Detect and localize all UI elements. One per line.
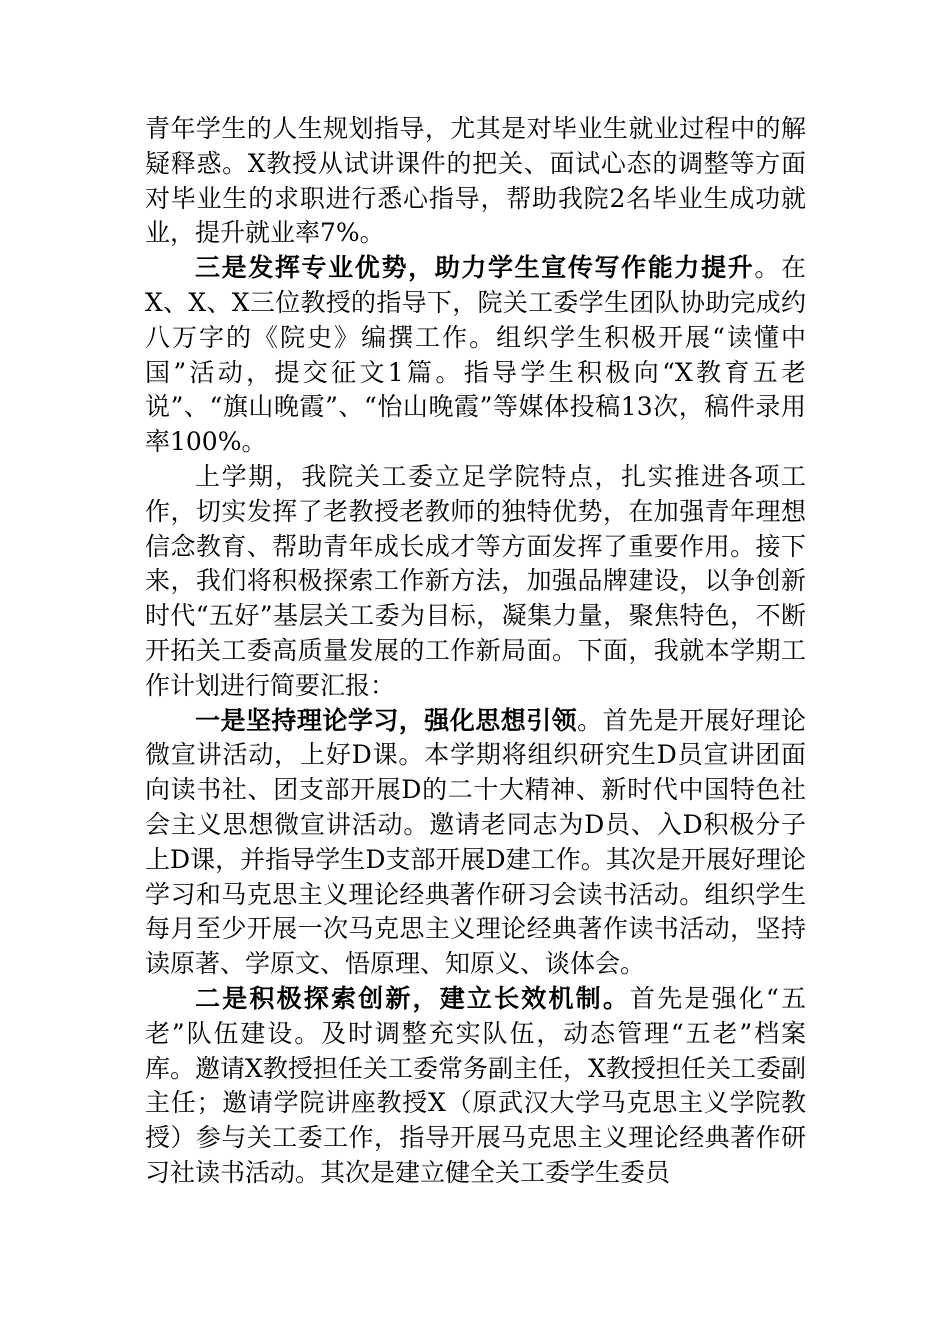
paragraph-text: 。在X、X、X三位教授的指导下，院关工委学生团队协助完成约八万字的《院史》编撰工作。组织学生积极开展“读懂中国”活动，提交征文1篇。指导学生积极向“X教育五老说”、“旗山晚霞”、“怡山晚霞”等媒体投稿13次，稿件录用率100%。: [145, 253, 806, 457]
paragraph-text: 上学期，我院关工委立足学院特点，扎实推进各项工作，切实发挥了老教授老教师的独特优势，在加强青年理想信念教育、帮助青年成长成才等方面发挥了重要作用。接下来，我们将积极探索工作新方法，加强品牌建设，以争创新时代“五好”基层关工委为目标，凝集力量，聚焦特色，不断开拓关工委高质量发展的工作新局面。下面，我就本学期工作计划进行简要汇报：: [145, 461, 806, 700]
paragraph-text: 首先是强化“五老”队伍建设。及时调整充实队伍，动态管理“五老”档案库。邀请X教授担任关工委常务副主任，X教授担任关工委副主任；邀请学院讲座教授X（原武汉大学马克思主义学院教授）参与关工委工作，指导开展马克思主义理论经典著作研习社读书活动。其次是建立健全关工委学生委员: [145, 983, 806, 1187]
paragraph-theory-study: [145, 704, 806, 982]
paragraph-heading: 三是发挥专业优势，助力学生宣传写作能力提升: [195, 253, 755, 283]
paragraph-text: 。首先是开展好理论微宣讲活动，上好D课。本学期将组织研究生D员宣讲团面向读书社、团支部开展D的二十大精神、新时代中国特色社会主义思想微宣讲活动。邀请老同志为D员、入D积极分子上D课，并指导学生D支部开展D建工作。其次是开展好理论学习和马克思主义理论经典著作研习会读书活动。组织学生每月至少开展一次马克思主义理论经典著作读书活动，坚持读原著、学原文、悟原理、知原义、谈体会。: [145, 705, 806, 979]
paragraph-writing-support: [145, 251, 806, 460]
paragraph-heading: 二是积极探索创新，建立长效机制。: [195, 983, 631, 1013]
paragraph-semester-summary: [145, 460, 806, 704]
paragraph-innovation-mechanism: [145, 982, 806, 1191]
paragraph-employment-guidance: [145, 112, 806, 251]
document-body: [145, 112, 806, 1191]
paragraph-text: 青年学生的人生规划指导，尤其是对毕业生就业过程中的解疑释惑。X教授从试讲课件的把关、面试心态的调整等方面对毕业生的求职进行悉心指导，帮助我院2名毕业生成功就业，提升就业率7%。: [145, 114, 806, 248]
paragraph-heading: 一是坚持理论学习，强化思想引领: [195, 705, 578, 735]
